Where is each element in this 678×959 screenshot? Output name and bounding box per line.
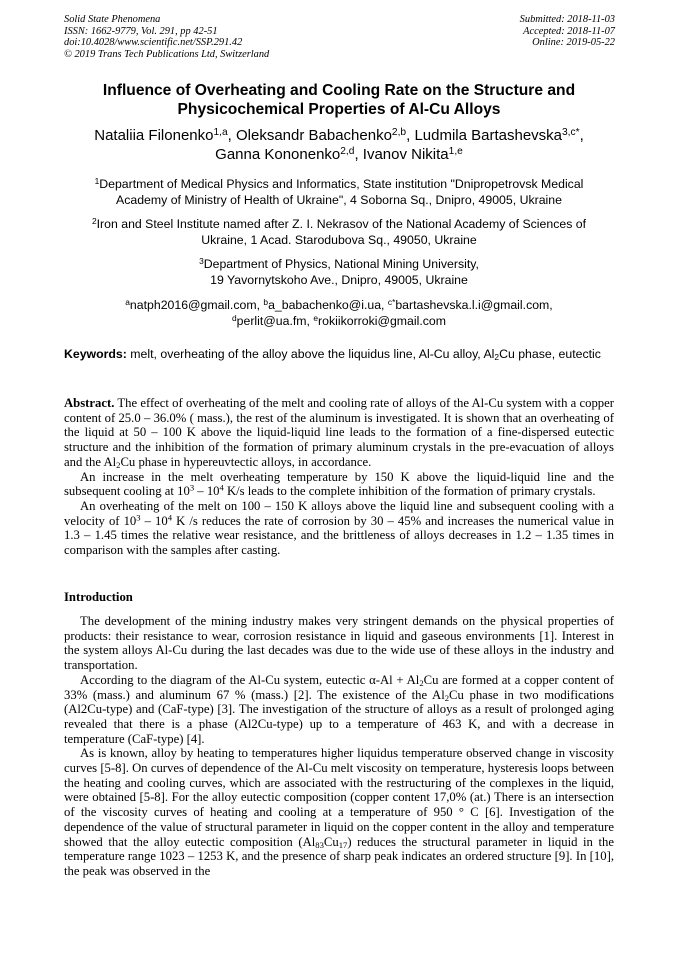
subscript: 17 <box>338 839 348 850</box>
abstract-text: The effect of overheating of the melt and cooling rate of alloys of the Al-Cu system with a copper content of 25.0 – 36.0% ( mass.), the rest of the aluminum is investigated. It is shown that an overheating of the liquid at 50 – 100 K above the liquid-liquid line leads to the formation of a fine-dispersed eutectic structure and the inhibition of the formation of primary aluminum crystals in the pre-evacuation of alloys and the Al <box>64 396 614 469</box>
email-sup: b <box>263 296 269 307</box>
email-link[interactable]: rokiikorroki@gmail.com <box>318 313 446 328</box>
keywords-text: Cu phase, eutectic <box>499 347 601 361</box>
body-paragraph <box>64 746 614 878</box>
author-sep: , <box>579 127 584 144</box>
superscript: 4 <box>167 512 173 523</box>
email-sup: c* <box>387 296 396 307</box>
abstract-text: An overheating of the melt on 100 – 150 K alloys above the liquid line and subsequent cooling with a velocity of 10 <box>64 498 614 528</box>
journal-info <box>64 14 269 60</box>
body-text: Cu are formed at a copper content of 33% (mass.) and aluminum 67 % (mass.) [2]. The existence of the Al <box>64 672 614 702</box>
abstract <box>64 396 614 558</box>
affiliation-number: 2 <box>91 215 97 226</box>
author-affil: 2,b <box>391 126 407 138</box>
abstract-text: – 10 <box>140 513 168 528</box>
publication-dates <box>520 14 615 49</box>
section-heading: Introduction <box>64 590 133 604</box>
email-link[interactable]: perlit@ua.fm, <box>236 313 314 328</box>
keywords-label: Keywords: <box>64 347 127 361</box>
online-date: Online: 2019-05-22 <box>532 37 615 49</box>
journal-copyright: © 2019 Trans Tech Publications Ltd, Switzerland <box>64 48 270 60</box>
body-text: ) reduces the structural parameter in liquid in the temperature range 1023 – 1253 K, and the presence of sharp peak indicates an ordered structure [9]. In [10], the peak was observed in the <box>64 834 614 878</box>
abstract-paragraph <box>64 396 614 470</box>
submitted-date: Submitted: 2018-11-03 <box>519 14 615 25</box>
body-text: Cu phase in two modifications (Al2Cu-type) and (CaF-type) [3]. The investigation of the structure of alloys as a result of prolonged aging revealed that there is a phase (Al2Cu-type) up to a temperature of 463 K, and with a decrease in temperature (CaF-type) [4]. <box>64 687 614 746</box>
body-text: As is known, alloy by heating to temperatures higher liquidus temperature observed change in viscosity curves [5-8]. On curves of dependence of the Al-Cu melt viscosity on temperature, hysteresis loops between the heating and cooling curves, which are associated with the restructuring of the complexes in the liquid, were obtained [5-8]. For the alloy eutectic composition (copper content 17,0% (at.) There is an intersection of the viscosity curves of heating and cooling at a temperature of 950 ° C [6]. Investigation of the dependence of the value of structural parameter in liquid on the copper content in the alloy and temperature showed that the alloy eutectic composition (Al <box>64 746 614 849</box>
author-name: Ludmila Bartashevska <box>414 127 563 144</box>
email-link[interactable]: bartashevska.l.i@gmail.com, <box>395 298 553 312</box>
title-line-1: Influence of Overheating and Cooling Rate on the Structure and <box>102 82 576 99</box>
paper-title <box>64 81 614 119</box>
author-name: Nataliia Filonenko <box>94 127 214 144</box>
affiliation-text: 19 Yavornytskoho Ave., Dnipro, 49005, Ukraine <box>210 272 468 287</box>
affiliation-text: Department of Physics, National Mining University, <box>203 257 479 271</box>
authors-line-1 <box>64 126 614 145</box>
superscript: 3 <box>136 512 141 523</box>
subscript: 2 <box>419 677 424 688</box>
email-sup: d <box>231 312 237 323</box>
abstract-label: Abstract. <box>64 396 115 410</box>
author-sep: , <box>227 127 236 144</box>
keywords-text: melt, overheating of the alloy above the liquidus line, Al-Cu alloy, Al <box>126 347 495 361</box>
authors-line-2 <box>64 145 614 164</box>
author-affil: 2,d <box>340 145 355 157</box>
abstract-text: K/s leads to the complete inhibition of the formation of primary crystals. <box>223 484 596 499</box>
introduction-section <box>64 614 614 879</box>
abstract-paragraph <box>64 499 614 558</box>
body-text: Cu <box>323 834 339 849</box>
email-link[interactable]: a_babachenko@i.ua, <box>268 298 388 312</box>
email-sup: a <box>125 296 130 307</box>
author-affil: 1,a <box>213 126 228 138</box>
affiliation-number: 1 <box>94 175 100 186</box>
author-name: Oleksandr Babachenko <box>235 127 392 144</box>
author-sep: , <box>406 127 415 144</box>
affiliation-number: 3 <box>199 255 204 266</box>
subscript: 2 <box>494 352 500 363</box>
subscript: 2 <box>444 692 450 703</box>
author-affil: 3,c* <box>562 126 580 138</box>
subscript: 2 <box>116 459 121 470</box>
abstract-text: – 10 <box>194 484 220 499</box>
affiliation-3 <box>64 257 614 288</box>
author-sep: , <box>354 146 363 163</box>
abstract-text: Cu phase in hypereuvtectic alloys, in accordance. <box>120 454 372 469</box>
affiliation-text: Department of Medical Physics and Informatics, State institution "Dnipropetrovsk Medical <box>99 177 584 191</box>
body-paragraph: The development of the mining industry makes very stringent demands on the physical properties of products: their resistance to wear, corrosion resistance in liquid and gaseous environments [1]. Interest in the system alloys Al-Cu during the last decades was due to the wide use of these alloys in the industry and transportation. <box>64 614 614 673</box>
body-text: According to the diagram of the Al-Cu system, eutectic α-Al + Al <box>80 672 420 687</box>
affiliation-1 <box>64 177 614 208</box>
author-affil: 1,e <box>448 145 463 157</box>
affiliation-text: Academy of Ministry of Health of Ukraine", 4 Soborna Sq., Dnipro, 49005, Ukraine <box>116 192 562 207</box>
title-line-2: Physicochemical Properties of Al-Cu Alloys <box>177 101 501 118</box>
body-paragraph <box>64 673 614 747</box>
abstract-text: K /s reduces the rate of corrosion by 30 – 45% and increases the numerical value in 1.3 – 1.45 times the relative wear resistance, and the brittleness of alloys decreases in 1.2 – 1.35 times in comparison with the samples after casting. <box>64 513 614 558</box>
email-sup: e <box>313 312 319 323</box>
superscript: 4 <box>219 482 224 493</box>
subscript: 83 <box>315 839 324 850</box>
accepted-date: Accepted: 2018-11-07 <box>523 25 615 37</box>
journal-doi: doi:10.4028/www.scientific.net/SSP.291.42 <box>64 37 243 49</box>
abstract-paragraph <box>64 470 614 499</box>
abstract-text: An increase in the melt overheating temperature by 150 K above the liquid-liquid line and the subsequent cooling at 10 <box>64 469 614 499</box>
author-name: Ganna Kononenko <box>215 146 341 163</box>
email-list <box>64 298 614 329</box>
affiliation-2 <box>64 217 614 248</box>
journal-name: Solid State Phenomena <box>64 14 161 25</box>
affiliation-text: Iron and Steel Institute named after Z. I. Nekrasov of the National Academy of Sciences of <box>96 217 587 231</box>
email-link[interactable]: natph2016@gmail.com, <box>129 298 264 312</box>
journal-issn: ISSN: 1662-9779, Vol. 291, pp 42-51 <box>64 25 218 37</box>
keywords <box>64 347 614 362</box>
superscript: 3 <box>189 482 195 493</box>
affiliation-text: Ukraine, 1 Acad. Starodubova Sq., 49050, Ukraine <box>201 232 477 247</box>
author-name: Ivanov Nikita <box>362 146 449 163</box>
author-list <box>64 126 614 164</box>
